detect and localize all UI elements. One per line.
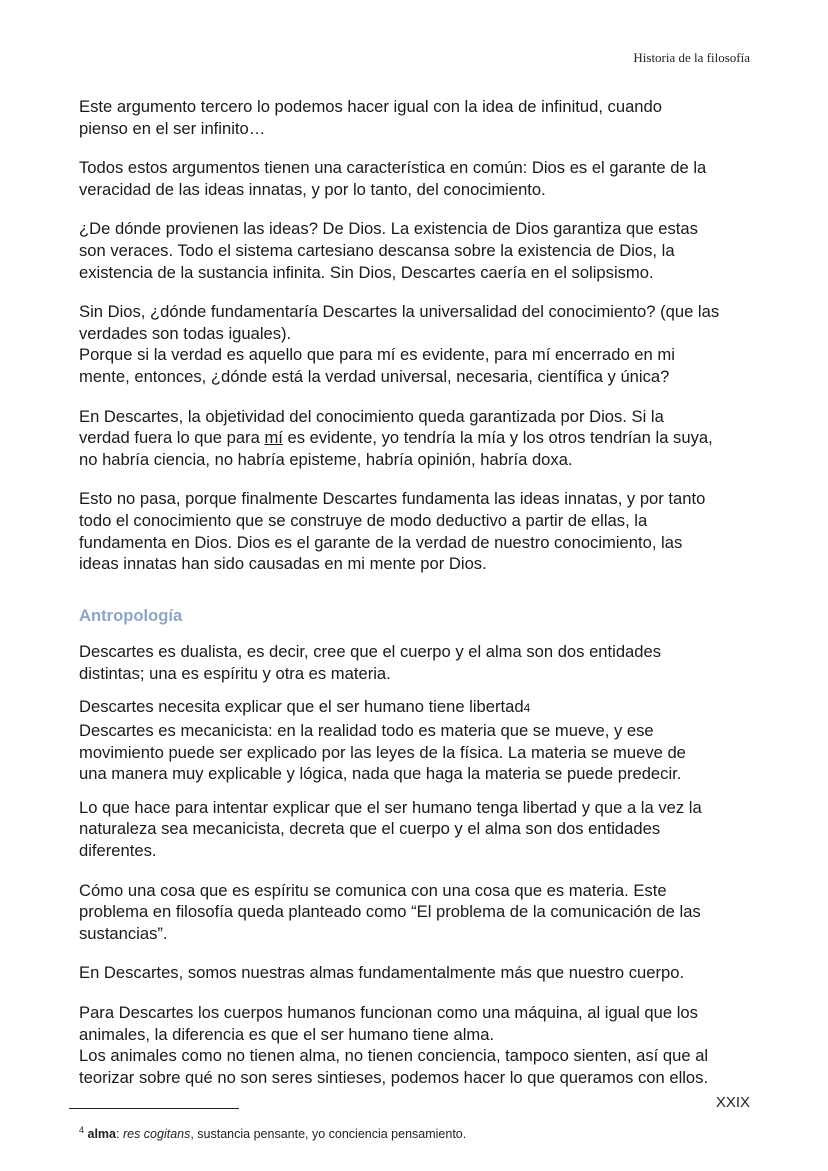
paragraph: Lo que hace para intentar explicar que el ser humano tenga libertad y que a la vez la naturaleza sea mecanicista, decreta que el cuerpo y el alma son dos entidades diferentes. [79, 797, 702, 861]
paragraph: Esto no pasa, porque finalmente Descartes fundamenta las ideas innatas, y por tanto todo el conocimiento que se construye de modo deductivo a partir de ellas, la fundamenta en Dios. Dios es el garante de la verdad de nuestro conocimiento, las ideas innatas han sido causadas en mi mente por Dios. [79, 489, 706, 574]
section-heading: Antropología [79, 605, 183, 625]
footnote-marker[interactable]: 4 [523, 701, 531, 716]
footnote-divider [69, 1108, 239, 1109]
page-number: XXIX [715, 1094, 750, 1111]
footnote: $^4$ alma: res cogitans, sustancia pensante, yo conciencia pensamiento. [79, 1125, 467, 1142]
paragraph: Todos estos argumentos tienen una característica en común: Dios es el garante de la veracidad de las ideas innatas, y por lo tanto, del conocimiento. [79, 158, 707, 199]
paragraph: Sin Dios, ¿dónde fundamentaría Descartes la universalidad del conocimiento? (que las verdades son todas iguales). Porque si la verdad es aquello que para mí es evidente, para mí encerrado en mi mente, entonces, ¿dónde está la verdad universal, necesaria, científica y única? [79, 302, 720, 386]
underlined-word: mí [264, 428, 283, 448]
running-header: Historia de la filosofía [633, 50, 750, 65]
paragraph: ¿De dónde provienen las ideas? De Dios. La existencia de Dios garantiza que estas son veraces. Todo el sistema cartesiano descansa sobre la existencia de Dios, la existencia de la sustancia infinita. Sin Dios, Descartes caería en el solipsismo. [79, 219, 698, 282]
footnote-latin: res cogitans [122, 1127, 191, 1142]
paragraph: Descartes es dualista, es decir, cree que el cuerpo y el alma son dos entidades distintas; una es espíritu y otra es materia. [79, 642, 662, 683]
footnote-term: alma [87, 1127, 116, 1142]
paragraph: En Descartes, somos nuestras almas fundamentalmente más que nuestro cuerpo. [79, 963, 685, 983]
footnote-number: 4 [79, 1125, 85, 1135]
paragraph: Este argumento tercero lo podemos hacer igual con la idea de infinitud, cuando pienso en el ser infinito… [79, 97, 662, 138]
paragraph: Para Descartes los cuerpos humanos funcionan como una máquina, al igual que los animales, la diferencia es que el ser humano tiene alma. Los animales como no tienen alma, no tienen conciencia, tampoco sienten, así que al teorizar sobre qué no son seres sintieses, podemos hacer lo que queramos con ellos. [79, 1003, 709, 1087]
paragraph: Cómo una cosa que es espíritu se comunica con una cosa que es materia. Este problema en filosofía queda planteado como “El problema de la comunicación de las sustancias”. [79, 880, 701, 943]
paragraph: Descartes necesita explicar que el ser humano tiene libertad4 Descartes es mecanicista: en la realidad todo es materia que se mueve, y ese movimiento puede ser explicado por las leyes de la física. La materia se mueve de una manera muy explicable y lógica, nada que haga la materia se puede predecir. [79, 697, 686, 784]
page-body [79, 96, 757, 1088]
paragraph: En Descartes, la objetividad del conocimiento queda garantizada por Dios. Si la verdad fuera lo que para mí es evidente, yo tendría la mía y los otros tendrían la suya, no habría ciencia, no habría episteme, habría opinión, habría doxa. [79, 406, 713, 469]
